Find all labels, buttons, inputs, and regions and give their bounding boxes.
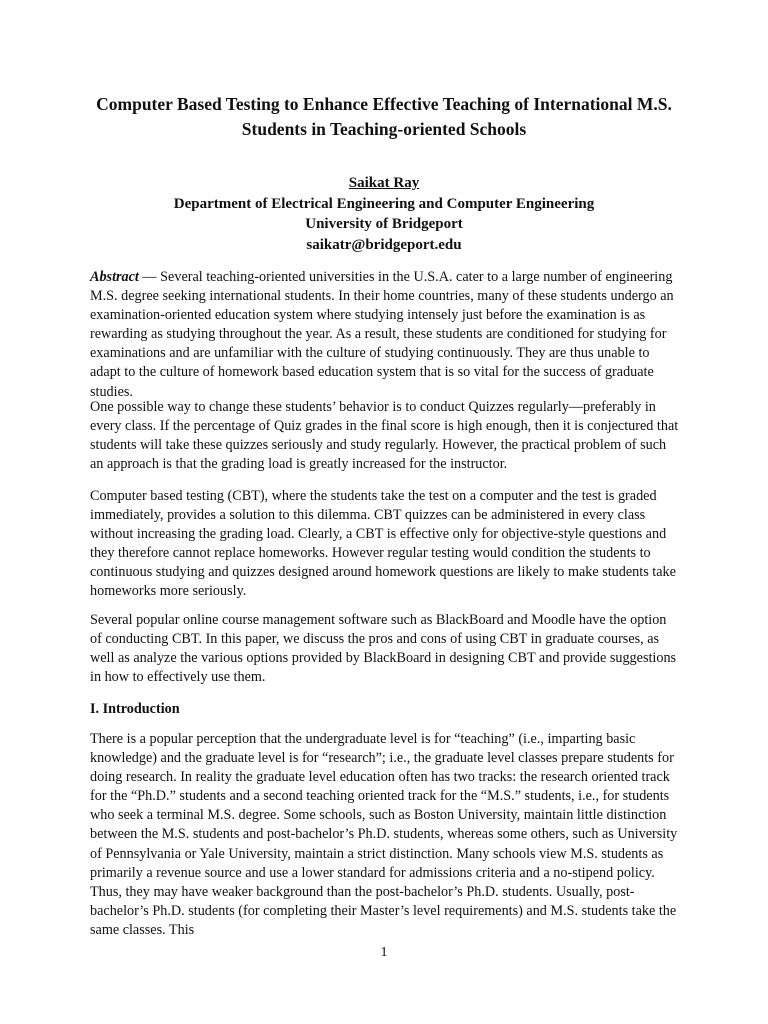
body-paragraph-2: One possible way to change these students’ behavior is to conduct Quizzes regularly—preferably in every class. If the percentage of Quiz grades in the final score is high enough, then it is conjectured that students will take these quizzes seriously and study regularly. However, the practical problem of such an approach is that the grading load is greatly increased for the instructor. — [90, 399, 679, 473]
author-email: saikatr@bridgeport.edu — [306, 236, 462, 253]
body-paragraph-3: Computer based testing (CBT), where the students take the test on a computer and the test is graded immediately, provides a solution to this dilemma. CBT quizzes can be administered in every class without increasing the grading load. Clearly, a CBT is effective only for objective-style questions and they therefore cannot replace homeworks. However regular testing would condition the students to continuous studying and quizzes designed around homework questions are likely to make students take homeworks more seriously. — [90, 488, 676, 600]
author-name: Saikat Ray — [348, 175, 420, 191]
abstract-label: Abstract — [90, 269, 139, 285]
paper-title — [60, 92, 708, 142]
author-university: University of Bridgeport — [305, 216, 463, 232]
title-line-2: Students in Teaching-oriented Schools — [241, 119, 527, 139]
page-number: 1 — [380, 945, 388, 960]
author-block — [60, 173, 708, 255]
title-line-1: Computer Based Testing to Enhance Effective Teaching of International M.S. — [96, 94, 672, 114]
abstract-text: — Several teaching-oriented universities in the U.S.A. cater to a large number of engineering M.S. degree seeking international students. In their home countries, many of these students undergo an examination-oriented education system where studying intensely just before the examination is as rewarding as studying throughout the year. As a result, these students are conditioned for studying for examinations and are unfamiliar with the culture of studying continuously. They are thus unable to adapt to the culture of homework based education system that is so vital for the success of graduate studies. — [90, 269, 674, 400]
author-department: Department of Electrical Engineering and Computer Engineering — [173, 195, 595, 212]
body-paragraph-4: Several popular online course management software such as BlackBoard and Moodle have the option of conducting CBT. In this paper, we discuss the pros and cons of using CBT in graduate courses, as well as analyze the various options provided by BlackBoard in designing CBT and provide suggestions in how to effectively use them. — [90, 612, 677, 686]
intro-paragraph: There is a popular perception that the undergraduate level is for “teaching” (i.e., imparting basic knowledge) and the graduate level is for “research”; i.e., the graduate level classes prepare students for doing research. In reality the graduate level education often has two tracks: the research oriented track for the “Ph.D.” students and a second teaching oriented track for the “M.S.” students, i.e., for students who seek a terminal M.S. degree. Some schools, such as Boston University, maintain little distinction between the M.S. students and post-bachelor’s Ph.D. students, whereas some others, such as University of Pennsylvania or Yale University, maintain a strict distinction. Many schools view M.S. students as primarily a revenue source and use a lower standard for admissions criteria and a no-stipend policy. Thus, they may have weaker background than the post-bachelor’s Ph.D. students. Usually, post-bachelor’s Ph.D. students (for completing their Master’s level requirements) and M.S. students take the same classes. This — [90, 731, 678, 938]
section-heading-introduction: I. Introduction — [90, 701, 180, 717]
abstract-paragraph — [90, 268, 680, 402]
